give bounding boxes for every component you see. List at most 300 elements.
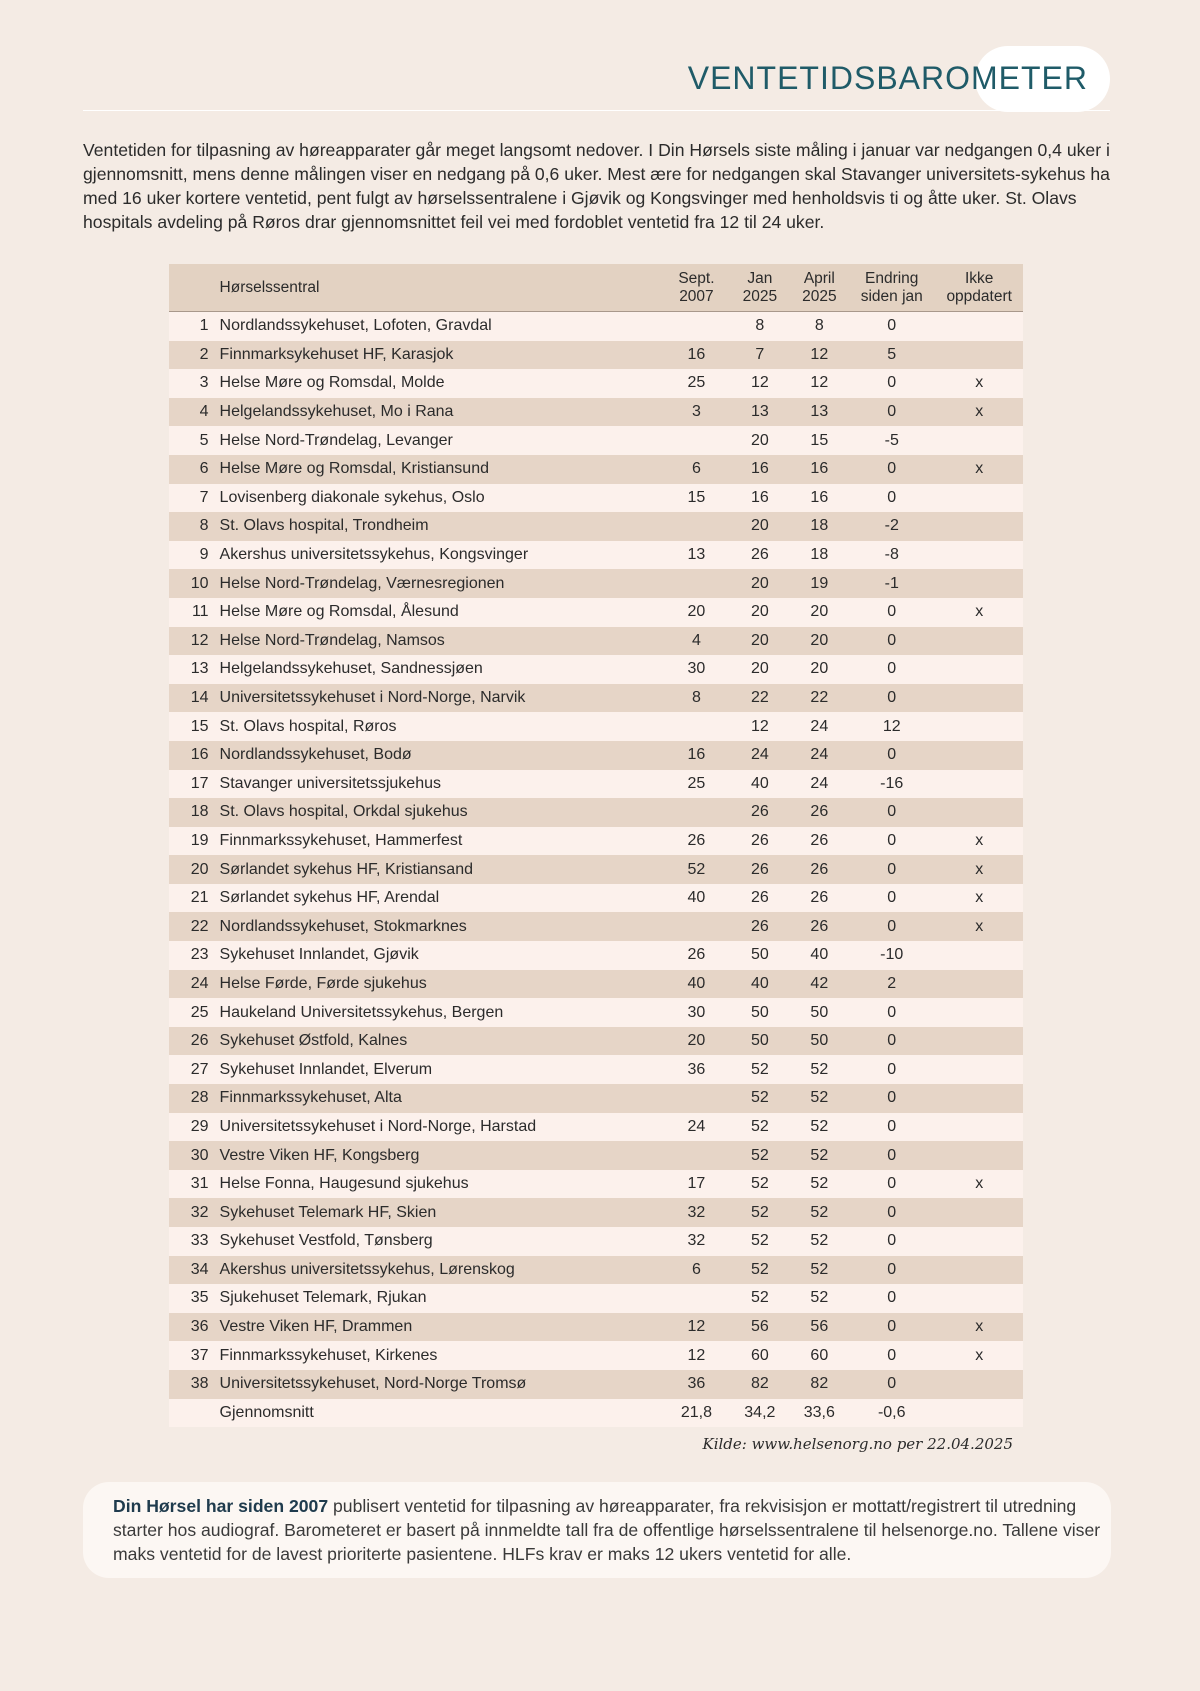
info-body: publisert ventetid for tilpasning av høreapparater, fra rekvisisjon er mottatt/registrert til utredning starter hos audiograf. Barometeret er basert på innmeldte tall fra de offentlige hørselssentralene til helsenorge.no. Tallene viser maks ventetid for de lavest prioriterte pasientene. HLFs krav er maks 12 ukers ventetid for alle. — [113, 1496, 1101, 1564]
change-cell: 0 — [848, 369, 935, 398]
change-cell: -10 — [848, 941, 935, 970]
change-cell: 0 — [848, 741, 935, 770]
change-cell: -16 — [848, 770, 935, 799]
waiting-time-table — [169, 264, 1023, 1427]
not-updated-cell — [935, 1227, 1023, 1256]
name-cell: Helse Nord-Trøndelag, Værnesregionen — [209, 569, 664, 598]
table-row — [169, 798, 1023, 827]
table-body — [169, 312, 1023, 1428]
sept-2007-cell: 40 — [664, 884, 729, 913]
change-cell: 0 — [848, 484, 935, 513]
rank-cell: 29 — [169, 1113, 209, 1142]
table-row — [169, 941, 1023, 970]
name-cell: Helse Møre og Romsdal, Kristiansund — [209, 455, 664, 484]
change-cell: 0 — [848, 884, 935, 913]
sept-2007-cell — [664, 312, 729, 341]
change-cell: 0 — [848, 998, 935, 1027]
april-2025-cell: 42 — [791, 970, 849, 999]
april-2025-cell: 26 — [791, 884, 849, 913]
not-updated-cell — [935, 312, 1023, 341]
rank-cell: 22 — [169, 912, 209, 941]
rank-cell: 32 — [169, 1198, 209, 1227]
not-updated-cell — [935, 1027, 1023, 1056]
change-cell: 0 — [848, 312, 935, 341]
jan-2025-cell: 40 — [729, 970, 790, 999]
not-updated-cell — [935, 1370, 1023, 1399]
april-2025-cell: 52 — [791, 1227, 849, 1256]
table-row — [169, 855, 1023, 884]
april-2025-cell: 52 — [791, 1055, 849, 1084]
table-row — [169, 455, 1023, 484]
sept-2007-cell: 20 — [664, 598, 729, 627]
not-updated-cell — [935, 341, 1023, 370]
change-cell: 0 — [848, 1027, 935, 1056]
name-cell: Nordlandssykehuset, Bodø — [209, 741, 664, 770]
info-text — [113, 1494, 1103, 1566]
table-row — [169, 1027, 1023, 1056]
jan-2025-cell: 20 — [729, 512, 790, 541]
jan-2025-cell: 20 — [729, 655, 790, 684]
jan-2025-cell: 20 — [729, 627, 790, 656]
sept-2007-cell: 25 — [664, 369, 729, 398]
name-cell: St. Olavs hospital, Trondheim — [209, 512, 664, 541]
april-2025-cell: 40 — [791, 941, 849, 970]
not-updated-cell: x — [935, 1313, 1023, 1342]
table-row — [169, 1055, 1023, 1084]
sept-2007-cell: 16 — [664, 341, 729, 370]
sept-2007-cell — [664, 912, 729, 941]
table-row — [169, 541, 1023, 570]
table-row — [169, 398, 1023, 427]
sept-2007-cell: 36 — [664, 1370, 729, 1399]
rank-cell: 28 — [169, 1084, 209, 1113]
rank-cell: 38 — [169, 1370, 209, 1399]
name-cell: Sykehuset Vestfold, Tønsberg — [209, 1227, 664, 1256]
sept-2007-cell: 12 — [664, 1313, 729, 1342]
change-cell: 0 — [848, 1370, 935, 1399]
jan-2025-cell: 52 — [729, 1256, 790, 1285]
not-updated-cell: x — [935, 827, 1023, 856]
rank-cell: 8 — [169, 512, 209, 541]
name-cell: Lovisenberg diakonale sykehus, Oslo — [209, 484, 664, 513]
april-2025-cell: 52 — [791, 1141, 849, 1170]
sept-2007-cell: 12 — [664, 1341, 729, 1370]
not-updated-cell — [935, 998, 1023, 1027]
april-2025-cell: 18 — [791, 541, 849, 570]
table-row — [169, 770, 1023, 799]
not-updated-cell — [935, 569, 1023, 598]
rank-cell: 24 — [169, 970, 209, 999]
jan-2025-cell: 24 — [729, 741, 790, 770]
sept-2007-cell: 32 — [664, 1198, 729, 1227]
jan-2025-cell: 26 — [729, 855, 790, 884]
not-updated-cell — [935, 426, 1023, 455]
rank-cell: 31 — [169, 1170, 209, 1199]
sept-2007-cell: 40 — [664, 970, 729, 999]
change-cell: 0 — [848, 1341, 935, 1370]
rank-cell: 11 — [169, 598, 209, 627]
name-cell: Helse Fonna, Haugesund sjukehus — [209, 1170, 664, 1199]
rank-cell: 25 — [169, 998, 209, 1027]
jan-2025-cell: 40 — [729, 770, 790, 799]
april-2025-cell: 16 — [791, 455, 849, 484]
sept-2007-cell — [664, 1141, 729, 1170]
april-2025-cell: 12 — [791, 341, 849, 370]
april-2025-cell: 15 — [791, 426, 849, 455]
sept-2007-cell: 26 — [664, 941, 729, 970]
change-cell: 0 — [848, 1256, 935, 1285]
change-cell: -2 — [848, 512, 935, 541]
change-cell: 0 — [848, 798, 935, 827]
jan-2025-cell: 52 — [729, 1284, 790, 1313]
sept-2007-cell: 15 — [664, 484, 729, 513]
jan-2025-cell: 56 — [729, 1313, 790, 1342]
rank-cell: 9 — [169, 541, 209, 570]
rank-cell: 4 — [169, 398, 209, 427]
rank-cell — [169, 1399, 209, 1428]
april-2025-cell: 52 — [791, 1198, 849, 1227]
jan-2025-cell: 52 — [729, 1227, 790, 1256]
sept-2007-cell: 24 — [664, 1113, 729, 1142]
jan-2025-cell: 16 — [729, 484, 790, 513]
jan-2025-cell: 26 — [729, 912, 790, 941]
april-2025-cell: 24 — [791, 741, 849, 770]
jan-2025-cell: 16 — [729, 455, 790, 484]
table-row — [169, 1370, 1023, 1399]
name-cell: Vestre Viken HF, Drammen — [209, 1313, 664, 1342]
sept-2007-cell — [664, 1084, 729, 1113]
jan-2025-cell: 26 — [729, 541, 790, 570]
name-cell: Helse Møre og Romsdal, Molde — [209, 369, 664, 398]
table-row — [169, 484, 1023, 513]
not-updated-cell — [935, 1055, 1023, 1084]
jan-2025-cell: 26 — [729, 827, 790, 856]
rank-cell: 36 — [169, 1313, 209, 1342]
april-2025-cell: 26 — [791, 912, 849, 941]
not-updated-cell: x — [935, 369, 1023, 398]
change-cell: 0 — [848, 1141, 935, 1170]
table-row — [169, 512, 1023, 541]
rank-cell: 23 — [169, 941, 209, 970]
change-cell: 0 — [848, 912, 935, 941]
table-row — [169, 1284, 1023, 1313]
change-cell: 0 — [848, 827, 935, 856]
april-2025-cell: 50 — [791, 998, 849, 1027]
change-cell: 0 — [848, 1113, 935, 1142]
change-cell: -1 — [848, 569, 935, 598]
rank-cell: 5 — [169, 426, 209, 455]
table-row — [169, 712, 1023, 741]
april-2025-cell: 20 — [791, 655, 849, 684]
april-2025-cell: 26 — [791, 798, 849, 827]
sept-2007-cell: 26 — [664, 827, 729, 856]
change-cell: 0 — [848, 598, 935, 627]
april-2025-cell: 20 — [791, 627, 849, 656]
name-cell: Helse Nord-Trøndelag, Levanger — [209, 426, 664, 455]
name-cell: Helse Møre og Romsdal, Ålesund — [209, 598, 664, 627]
change-cell: 0 — [848, 655, 935, 684]
jan-2025-cell: 13 — [729, 398, 790, 427]
not-updated-cell — [935, 684, 1023, 713]
sept-2007-cell — [664, 512, 729, 541]
rank-cell: 34 — [169, 1256, 209, 1285]
change-cell: 0 — [848, 1055, 935, 1084]
april-2025-cell: 52 — [791, 1084, 849, 1113]
change-cell: 0 — [848, 855, 935, 884]
info-box — [83, 1482, 1111, 1578]
not-updated-cell — [935, 741, 1023, 770]
sept-2007-cell: 8 — [664, 684, 729, 713]
name-cell: Universitetssykehuset i Nord-Norge, Harstad — [209, 1113, 664, 1142]
not-updated-cell — [935, 655, 1023, 684]
table-row — [169, 1198, 1023, 1227]
sept-2007-cell: 4 — [664, 627, 729, 656]
rank-cell: 7 — [169, 484, 209, 513]
name-cell: St. Olavs hospital, Røros — [209, 712, 664, 741]
april-2025-cell: 56 — [791, 1313, 849, 1342]
table-row — [169, 970, 1023, 999]
header-sept-2007: Sept. 2007 — [664, 264, 729, 312]
rank-cell: 2 — [169, 341, 209, 370]
name-cell: Gjennomsnitt — [209, 1399, 664, 1428]
april-2025-cell: 22 — [791, 684, 849, 713]
rank-cell: 35 — [169, 1284, 209, 1313]
source-note: Kilde: www.helsenorg.no per 22.04.2025 — [702, 1435, 1013, 1453]
name-cell: Sykehuset Telemark HF, Skien — [209, 1198, 664, 1227]
name-cell: Helgelandssykehuset, Sandnessjøen — [209, 655, 664, 684]
jan-2025-cell: 52 — [729, 1141, 790, 1170]
name-cell: Akershus universitetssykehus, Lørenskog — [209, 1256, 664, 1285]
sept-2007-cell: 25 — [664, 770, 729, 799]
change-cell: 0 — [848, 627, 935, 656]
not-updated-cell — [935, 712, 1023, 741]
rank-cell: 21 — [169, 884, 209, 913]
change-cell: 0 — [848, 455, 935, 484]
table-row — [169, 655, 1023, 684]
april-2025-cell: 13 — [791, 398, 849, 427]
name-cell: Vestre Viken HF, Kongsberg — [209, 1141, 664, 1170]
table-row — [169, 369, 1023, 398]
rank-cell: 6 — [169, 455, 209, 484]
name-cell: Finnmarkssykehuset, Hammerfest — [209, 827, 664, 856]
jan-2025-cell: 12 — [729, 712, 790, 741]
change-cell: 0 — [848, 684, 935, 713]
not-updated-cell: x — [935, 884, 1023, 913]
not-updated-cell — [935, 484, 1023, 513]
not-updated-cell — [935, 970, 1023, 999]
header-name: Hørselssentral — [209, 264, 664, 312]
jan-2025-cell: 12 — [729, 369, 790, 398]
jan-2025-cell: 7 — [729, 341, 790, 370]
rank-cell: 12 — [169, 627, 209, 656]
change-cell: -5 — [848, 426, 935, 455]
rank-cell: 30 — [169, 1141, 209, 1170]
not-updated-cell — [935, 770, 1023, 799]
jan-2025-cell: 20 — [729, 598, 790, 627]
change-cell: 0 — [848, 1084, 935, 1113]
april-2025-cell: 18 — [791, 512, 849, 541]
header-april-2025: April 2025 — [791, 264, 849, 312]
not-updated-cell — [935, 541, 1023, 570]
not-updated-cell — [935, 1198, 1023, 1227]
sept-2007-cell — [664, 569, 729, 598]
sept-2007-cell: 3 — [664, 398, 729, 427]
name-cell: Nordlandssykehuset, Stokmarknes — [209, 912, 664, 941]
name-cell: Sykehuset Innlandet, Elverum — [209, 1055, 664, 1084]
sept-2007-cell — [664, 1284, 729, 1313]
name-cell: Stavanger universitetssjukehus — [209, 770, 664, 799]
jan-2025-cell: 26 — [729, 884, 790, 913]
change-cell: -0,6 — [848, 1399, 935, 1428]
name-cell: Finnmarksykehuset HF, Karasjok — [209, 341, 664, 370]
table-row — [169, 827, 1023, 856]
header-change: Endring siden jan — [848, 264, 935, 312]
jan-2025-cell: 22 — [729, 684, 790, 713]
jan-2025-cell: 26 — [729, 798, 790, 827]
name-cell: Nordlandssykehuset, Lofoten, Gravdal — [209, 312, 664, 341]
jan-2025-cell: 20 — [729, 426, 790, 455]
jan-2025-cell: 50 — [729, 998, 790, 1027]
april-2025-cell: 8 — [791, 312, 849, 341]
change-cell: 0 — [848, 1198, 935, 1227]
sept-2007-cell: 6 — [664, 455, 729, 484]
sept-2007-cell — [664, 798, 729, 827]
rank-cell: 14 — [169, 684, 209, 713]
sept-2007-cell: 13 — [664, 541, 729, 570]
jan-2025-cell: 52 — [729, 1113, 790, 1142]
not-updated-cell — [935, 1399, 1023, 1428]
sept-2007-cell: 30 — [664, 655, 729, 684]
not-updated-cell — [935, 798, 1023, 827]
name-cell: Sørlandet sykehus HF, Kristiansand — [209, 855, 664, 884]
sept-2007-cell: 32 — [664, 1227, 729, 1256]
name-cell: Universitetssykehuset i Nord-Norge, Narvik — [209, 684, 664, 713]
rank-cell: 19 — [169, 827, 209, 856]
table-row — [169, 312, 1023, 341]
name-cell: Finnmarkssykehuset, Alta — [209, 1084, 664, 1113]
sept-2007-cell — [664, 712, 729, 741]
sept-2007-cell: 30 — [664, 998, 729, 1027]
april-2025-cell: 60 — [791, 1341, 849, 1370]
april-2025-cell: 52 — [791, 1256, 849, 1285]
table-row — [169, 684, 1023, 713]
not-updated-cell — [935, 941, 1023, 970]
header-not-updated: Ikke oppdatert — [935, 264, 1023, 312]
rank-cell: 18 — [169, 798, 209, 827]
table-row — [169, 1141, 1023, 1170]
rank-cell: 17 — [169, 770, 209, 799]
table-row — [169, 884, 1023, 913]
page-header — [83, 46, 1110, 112]
header-rank — [169, 264, 209, 312]
april-2025-cell: 52 — [791, 1113, 849, 1142]
rank-cell: 20 — [169, 855, 209, 884]
not-updated-cell — [935, 627, 1023, 656]
page-title: VENTETIDSBAROMETER — [687, 60, 1088, 96]
info-lead: Din Hørsel har siden 2007 — [113, 1496, 329, 1516]
table-row — [169, 1313, 1023, 1342]
table-row — [169, 1256, 1023, 1285]
april-2025-cell: 52 — [791, 1284, 849, 1313]
change-cell: 0 — [848, 1170, 935, 1199]
change-cell: 2 — [848, 970, 935, 999]
april-2025-cell: 50 — [791, 1027, 849, 1056]
april-2025-cell: 24 — [791, 770, 849, 799]
change-cell: 12 — [848, 712, 935, 741]
sept-2007-cell: 16 — [664, 741, 729, 770]
jan-2025-cell: 52 — [729, 1170, 790, 1199]
sept-2007-cell — [664, 426, 729, 455]
name-cell: Sykehuset Innlandet, Gjøvik — [209, 941, 664, 970]
table-row — [169, 426, 1023, 455]
jan-2025-cell: 52 — [729, 1055, 790, 1084]
jan-2025-cell: 34,2 — [729, 1399, 790, 1428]
rank-cell: 15 — [169, 712, 209, 741]
april-2025-cell: 16 — [791, 484, 849, 513]
not-updated-cell — [935, 1141, 1023, 1170]
not-updated-cell: x — [935, 1170, 1023, 1199]
not-updated-cell — [935, 1113, 1023, 1142]
rank-cell: 13 — [169, 655, 209, 684]
not-updated-cell — [935, 1256, 1023, 1285]
rank-cell: 33 — [169, 1227, 209, 1256]
table-row — [169, 627, 1023, 656]
not-updated-cell — [935, 512, 1023, 541]
name-cell: Sørlandet sykehus HF, Arendal — [209, 884, 664, 913]
rank-cell: 3 — [169, 369, 209, 398]
sept-2007-cell: 52 — [664, 855, 729, 884]
april-2025-cell: 24 — [791, 712, 849, 741]
table-row — [169, 1113, 1023, 1142]
april-2025-cell: 20 — [791, 598, 849, 627]
sept-2007-cell: 21,8 — [664, 1399, 729, 1428]
not-updated-cell: x — [935, 912, 1023, 941]
rank-cell: 1 — [169, 312, 209, 341]
sept-2007-cell: 20 — [664, 1027, 729, 1056]
change-cell: 0 — [848, 398, 935, 427]
sept-2007-cell: 17 — [664, 1170, 729, 1199]
not-updated-cell — [935, 1084, 1023, 1113]
not-updated-cell: x — [935, 455, 1023, 484]
rank-cell: 26 — [169, 1027, 209, 1056]
not-updated-cell: x — [935, 855, 1023, 884]
header-rule — [83, 110, 1110, 111]
april-2025-cell: 19 — [791, 569, 849, 598]
name-cell: Universitetssykehuset, Nord-Norge Tromsø — [209, 1370, 664, 1399]
jan-2025-cell: 52 — [729, 1198, 790, 1227]
table-row — [169, 741, 1023, 770]
table-row — [169, 598, 1023, 627]
change-cell: 0 — [848, 1313, 935, 1342]
intro-paragraph: Ventetiden for tilpasning av høreapparater går meget langsomt nedover. I Din Hørsels siste måling i januar var nedgangen 0,4 uker i gjennomsnitt, mens denne målingen viser en nedgang på 0,6 uker. Mest ære for nedgangen skal Stavanger universitets-sykehus ha med 16 uker kortere ventetid, pent fulgt av hørselssentralene i Gjøvik og Kongsvinger med henholdsvis ti og åtte uker. St. Olavs hospitals avdeling på Røros drar gjennomsnittet feil vei med fordoblet ventetid fra 12 til 24 uker. — [83, 140, 1110, 232]
table-row — [169, 998, 1023, 1027]
not-updated-cell: x — [935, 398, 1023, 427]
table-header-row — [169, 264, 1023, 312]
header-jan-2025: Jan 2025 — [729, 264, 790, 312]
change-cell: 0 — [848, 1284, 935, 1313]
name-cell: Sykehuset Østfold, Kalnes — [209, 1027, 664, 1056]
sept-2007-cell: 36 — [664, 1055, 729, 1084]
jan-2025-cell: 20 — [729, 569, 790, 598]
name-cell: St. Olavs hospital, Orkdal sjukehus — [209, 798, 664, 827]
april-2025-cell: 26 — [791, 827, 849, 856]
table-row — [169, 569, 1023, 598]
table-row — [169, 912, 1023, 941]
jan-2025-cell: 50 — [729, 941, 790, 970]
table-row — [169, 1227, 1023, 1256]
jan-2025-cell: 82 — [729, 1370, 790, 1399]
april-2025-cell: 33,6 — [791, 1399, 849, 1428]
